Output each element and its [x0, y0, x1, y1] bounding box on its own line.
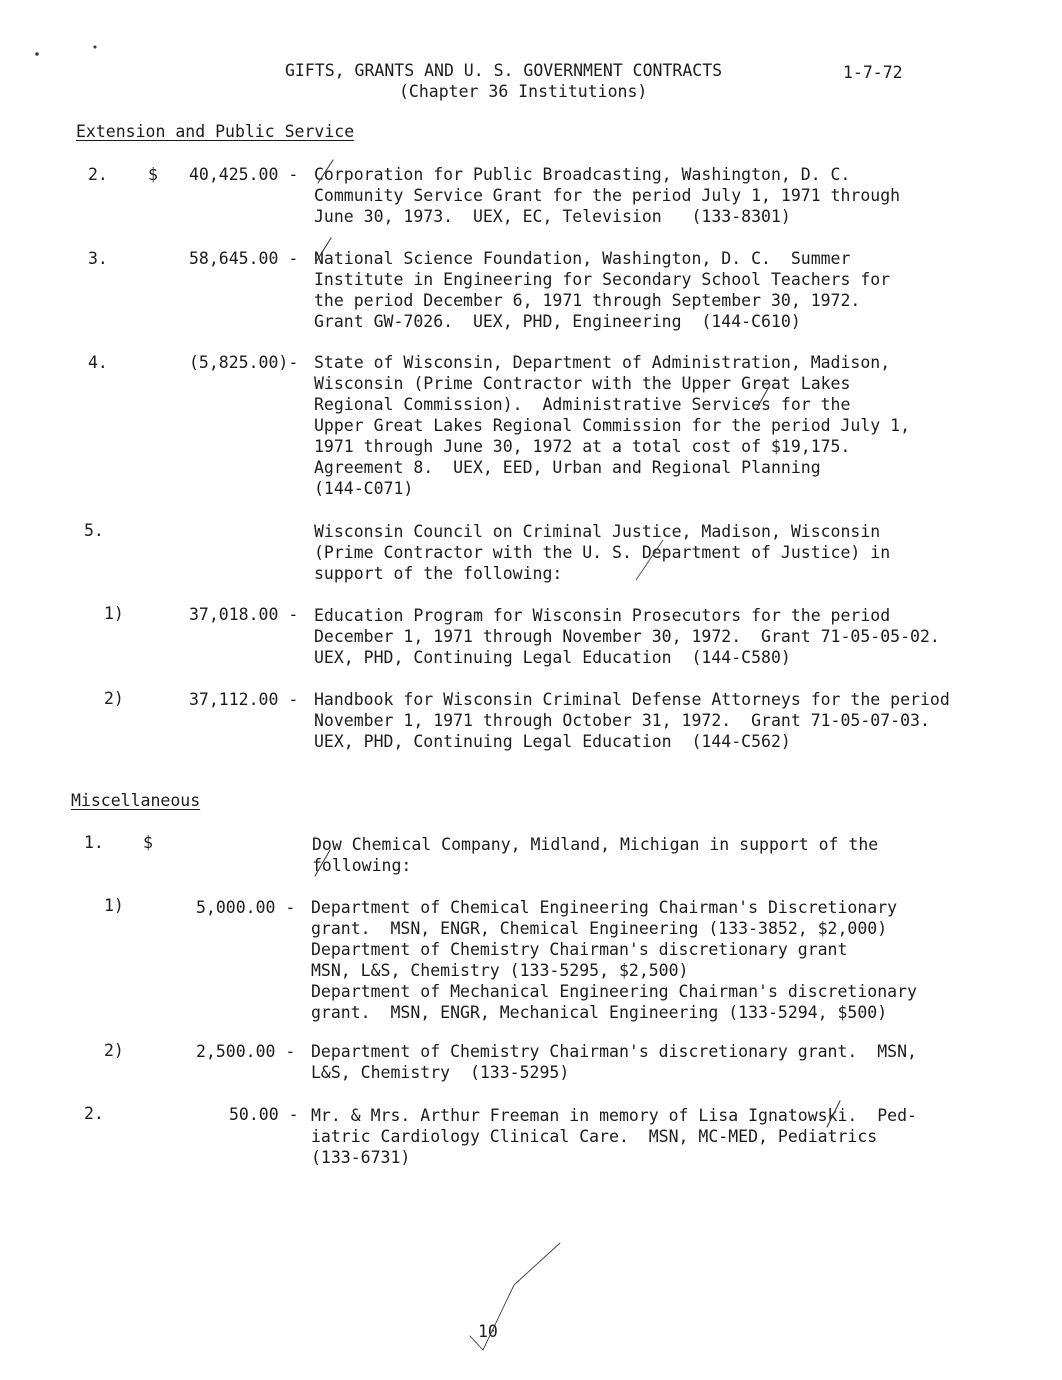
dollar-sign: $: [148, 165, 158, 184]
sub-entry-number: 1): [104, 896, 124, 915]
entry-line: MSN, L&S, Chemistry (133-5295, $2,500): [311, 961, 689, 980]
entry-amount: 2,500.00 -: [196, 1042, 296, 1061]
entry-line: November 1, 1971 through October 31, 1972. Grant 71-05-07-03.: [314, 711, 930, 730]
check-mark: [827, 1101, 840, 1127]
entry-line: 1971 through June 30, 1972 at a total cost of $19,175.: [314, 437, 851, 456]
sub-entry-number: 2): [104, 1041, 124, 1060]
entry-line: Handbook for Wisconsin Criminal Defense Attorneys for the period: [314, 690, 950, 709]
entry-line: iatric Cardiology Clinical Care. MSN, MC-MED, Pediatrics: [311, 1127, 878, 1146]
entry-amount: 40,425.00 -: [189, 165, 299, 184]
page-number: 10: [478, 1322, 498, 1341]
check-mark: [470, 1243, 560, 1350]
entry-line: L&S, Chemistry (133-5295): [311, 1063, 570, 1082]
sub-entry-number: 1): [104, 604, 124, 623]
entry-line: Institute in Engineering for Secondary School Teachers for: [314, 270, 891, 289]
entry-line: (Prime Contractor with the U. S. Department of Justice) in: [314, 543, 891, 562]
entry-line: grant. MSN, ENGR, Chemical Engineering (133-3852, $2,000): [311, 919, 888, 938]
entry-line: Regional Commission). Administrative Services for the: [314, 395, 851, 414]
entry-line: (144-C071): [314, 479, 414, 498]
entry-line: Community Service Grant for the period July 1, 1971 through: [314, 186, 901, 205]
stray-dot-mark: [94, 46, 96, 48]
entry-line: Department of Chemical Engineering Chairman's Discretionary: [311, 898, 898, 917]
entry-number: 1.: [84, 833, 104, 852]
entry-line: December 1, 1971 through November 30, 1972. Grant 71-05-05-02.: [314, 627, 940, 646]
entry-line: Grant GW-7026. UEX, PHD, Engineering (144-C610): [314, 312, 801, 331]
entry-number: 2.: [88, 165, 108, 184]
page-date: 1-7-72: [843, 63, 903, 82]
page-title: GIFTS, GRANTS AND U. S. GOVERNMENT CONTRACTS: [285, 61, 723, 80]
check-mark: [756, 385, 770, 410]
entry-number: 2.: [84, 1104, 104, 1123]
entry-line: Upper Great Lakes Regional Commission for the period July 1,: [314, 416, 911, 435]
entry-amount: 50.00 -: [229, 1105, 299, 1124]
check-mark: [316, 238, 331, 262]
entry-line: National Science Foundation, Washington, D. C. Summer: [314, 249, 851, 268]
entry-line: the period December 6, 1971 through September 30, 1972.: [314, 291, 861, 310]
entry-amount: (5,825.00)-: [189, 353, 299, 372]
section-heading-miscellaneous: Miscellaneous: [71, 791, 201, 810]
entry-line: June 30, 1973. UEX, EC, Television (133-8301): [314, 207, 791, 226]
entry-line: Department of Chemistry Chairman's discretionary grant: [311, 940, 848, 959]
dollar-sign: $: [143, 833, 153, 852]
entry-line: Department of Mechanical Engineering Chairman's discretionary: [311, 982, 917, 1001]
entry-line: Education Program for Wisconsin Prosecutors for the period: [314, 606, 891, 625]
section-heading-extension: Extension and Public Service: [76, 122, 355, 141]
check-mark: [636, 540, 663, 580]
entry-line: Wisconsin (Prime Contractor with the Upper Great Lakes: [314, 374, 851, 393]
entry-number: 5.: [84, 521, 104, 540]
sub-entry-number: 2): [104, 689, 124, 708]
entry-line: grant. MSN, ENGR, Mechanical Engineering (133-5294, $500): [311, 1003, 888, 1022]
entry-number: 3.: [88, 249, 108, 268]
entry-line: State of Wisconsin, Department of Administration, Madison,: [314, 353, 891, 372]
entry-line: Dow Chemical Company, Midland, Michigan in support of the: [312, 835, 879, 854]
entry-line: Wisconsin Council on Criminal Justice, Madison, Wisconsin: [314, 522, 881, 541]
entry-line: support of the following:: [314, 564, 563, 583]
entry-line: UEX, PHD, Continuing Legal Education (144-C580): [314, 648, 791, 667]
entry-line: following:: [312, 856, 412, 875]
page-subtitle: (Chapter 36 Institutions): [399, 82, 648, 101]
entry-amount: 58,645.00 -: [189, 249, 299, 268]
check-mark: [315, 850, 330, 876]
entry-number: 4.: [88, 353, 108, 372]
entry-line: Mr. & Mrs. Arthur Freeman in memory of Lisa Ignatowski. Ped-: [311, 1106, 917, 1125]
entry-line: Agreement 8. UEX, EED, Urban and Regional Planning: [314, 458, 821, 477]
entry-amount: 5,000.00 -: [196, 898, 296, 917]
entry-line: UEX, PHD, Continuing Legal Education (144-C562): [314, 732, 791, 751]
check-mark: [318, 160, 333, 183]
entry-line: Corporation for Public Broadcasting, Washington, D. C.: [314, 165, 851, 184]
entry-amount: 37,112.00 -: [189, 690, 299, 709]
entry-line: Department of Chemistry Chairman's discretionary grant. MSN,: [311, 1042, 917, 1061]
stray-dot-mark: [36, 53, 38, 55]
entry-amount: 37,018.00 -: [189, 605, 299, 624]
entry-line: (133-6731): [311, 1148, 411, 1167]
